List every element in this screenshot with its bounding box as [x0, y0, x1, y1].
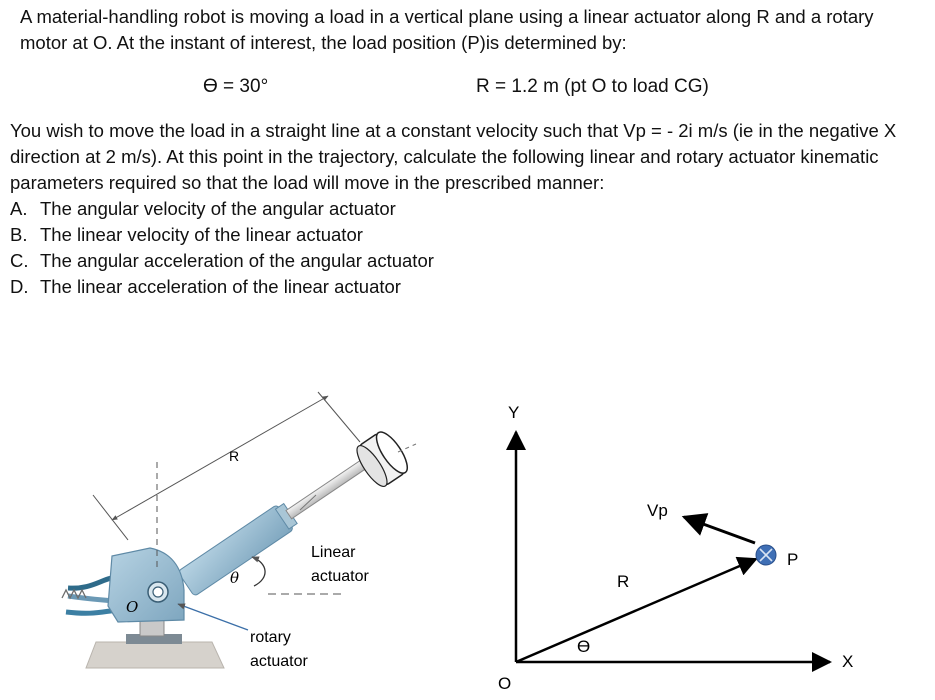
r-dimension-line	[112, 396, 328, 520]
r-equation: R = 1.2 m (pt O to load CG)	[476, 76, 709, 97]
x-axis-label: X	[842, 652, 854, 671]
theta-angle-arc	[252, 557, 265, 586]
rotary-label-line2: actuator	[250, 653, 308, 670]
theta-equation: ϴ = 30°	[203, 76, 269, 97]
r-vector	[516, 559, 756, 662]
y-axis-label: Y	[508, 403, 520, 422]
rotary-housing	[108, 548, 184, 622]
robot-illustration	[62, 392, 416, 670]
theta-label: θ	[230, 569, 240, 587]
question-item-a: A. The angular velocity of the angular actuator	[10, 198, 396, 219]
intro-paragraph: A material-handling robot is moving a load in a vertical plane using a linear actuator along R and a rotary motor at O. At the instant of interest, the load position (P)is determined by:	[20, 6, 874, 53]
load-gripper	[352, 428, 413, 491]
r-extension-line	[93, 495, 128, 540]
theta-angle-label: ϴ	[577, 637, 591, 656]
load-tick	[398, 444, 416, 452]
p-label: P	[787, 550, 799, 569]
linear-label-line1: Linear	[311, 544, 356, 561]
question-item-d: D. The linear acceleration of the linear actuator	[10, 276, 401, 297]
coordinate-diagram	[498, 403, 853, 693]
r-vector-label: R	[617, 572, 630, 591]
r-extension-line-2	[318, 392, 360, 442]
question-item-c: C. The angular acceleration of the angular actuator	[10, 250, 434, 271]
pivot-o-inner	[153, 587, 163, 597]
ground-base	[86, 642, 224, 668]
question-item-b: B. The linear velocity of the linear actuator	[10, 224, 363, 245]
linear-label-line2: actuator	[311, 568, 369, 585]
task-paragraph: You wish to move the load in a straight line at a constant velocity such that Vp = - 2i m/s (ie in the negative X direction at 2 m/s). At this point in the trajectory, calculate the following linear and rotary actuator kinematic parameters required so that the load will move in the prescribed manner:	[10, 120, 897, 193]
rotary-label-line1: rotary	[250, 629, 291, 646]
vp-vector	[684, 517, 755, 543]
rotary-leader-line	[178, 604, 248, 630]
origin-label: O	[498, 674, 512, 693]
vp-label: Vp	[647, 501, 668, 520]
piston-rod	[286, 457, 370, 518]
o-label: O	[126, 598, 139, 616]
r-label: R	[229, 448, 240, 464]
